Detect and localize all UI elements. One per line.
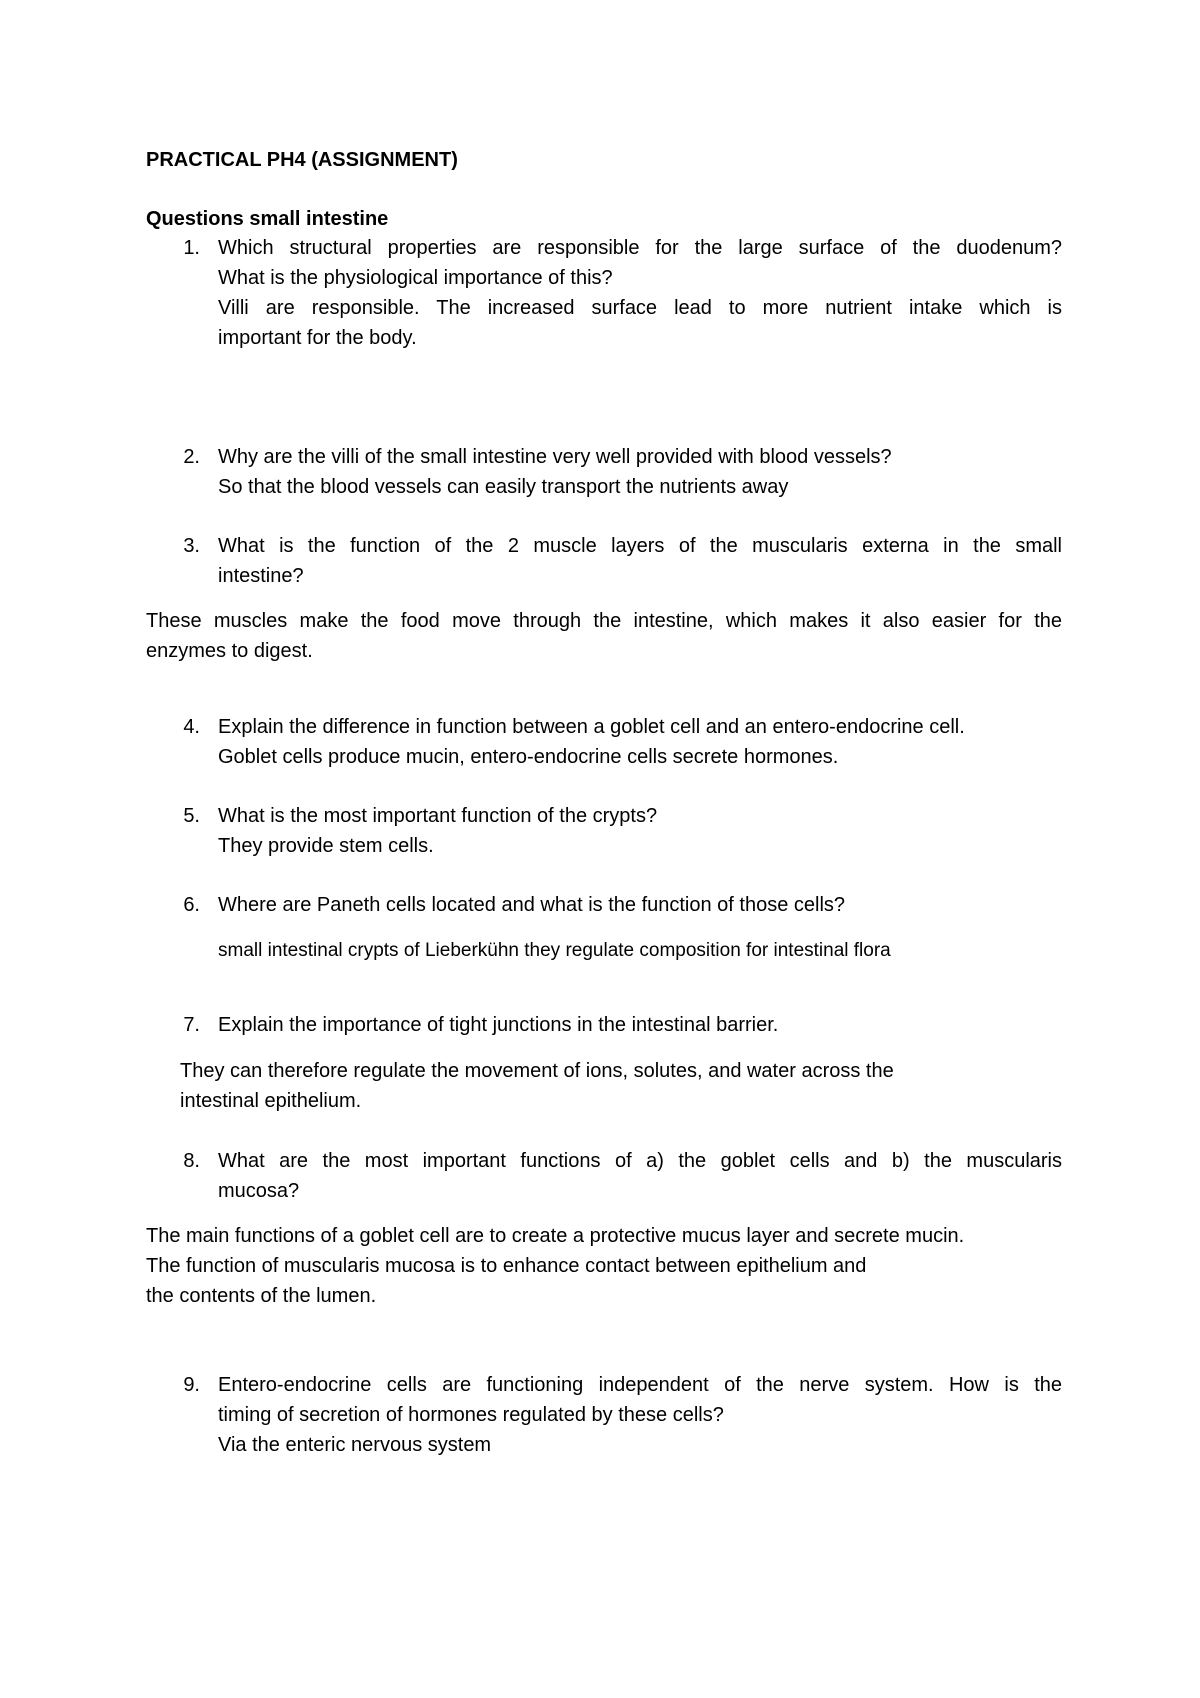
- question-text: Why are the villi of the small intestine very well provided with blood vessels?: [218, 446, 892, 468]
- question-text: Entero-endocrine cells are functioning independent of the nerve system. How is the: [218, 1374, 1062, 1396]
- question-text: What is the most important function of the crypts?: [218, 805, 658, 827]
- question-text: What is the function of the 2 muscle layers of the muscularis externa in the small: [218, 535, 1062, 557]
- question-text: intestine?: [218, 565, 304, 587]
- section-heading: Questions small intestine: [146, 208, 389, 230]
- list-item-number: 6.: [183, 894, 200, 916]
- answer-text: The main functions of a goblet cell are to create a protective mucus layer and secrete mucin.: [146, 1225, 965, 1247]
- question-text: Explain the difference in function between a goblet cell and an entero-endocrine cell.: [218, 716, 965, 738]
- answer-text: important for the body.: [218, 327, 417, 349]
- question-text: timing of secretion of hormones regulated by these cells?: [218, 1404, 724, 1426]
- question-text: What is the physiological importance of this?: [218, 267, 613, 289]
- list-item-number: 8.: [183, 1150, 200, 1172]
- answer-text: The function of muscularis mucosa is to enhance contact between epithelium and: [146, 1255, 867, 1277]
- answer-text: enzymes to digest.: [146, 640, 313, 662]
- answer-text: Villi are responsible. The increased surface lead to more nutrient intake which is: [218, 297, 1062, 319]
- answer-text: Goblet cells produce mucin, entero-endocrine cells secrete hormones.: [218, 746, 839, 768]
- list-item-number: 1.: [183, 237, 200, 259]
- answer-text: Via the enteric nervous system: [218, 1434, 492, 1456]
- question-text: Which structural properties are responsible for the large surface of the duodenum?: [218, 237, 1062, 259]
- question-text: Explain the importance of tight junctions in the intestinal barrier.: [218, 1014, 779, 1036]
- answer-text: intestinal epithelium.: [180, 1090, 362, 1112]
- answer-text: They provide stem cells.: [218, 835, 434, 857]
- question-text: What are the most important functions of a) the goblet cells and b) the muscularis: [218, 1150, 1062, 1172]
- list-item-number: 4.: [183, 716, 200, 738]
- list-item-number: 7.: [183, 1014, 200, 1036]
- answer-text: So that the blood vessels can easily transport the nutrients away: [218, 476, 789, 498]
- list-item-number: 9.: [183, 1374, 200, 1396]
- answer-text: These muscles make the food move through the intestine, which makes it also easier for the: [146, 610, 1062, 632]
- list-item-number: 3.: [183, 535, 200, 557]
- question-text: mucosa?: [218, 1180, 300, 1202]
- answer-text: They can therefore regulate the movement of ions, solutes, and water across the: [180, 1060, 894, 1082]
- list-item-number: 5.: [183, 805, 200, 827]
- list-item-number: 2.: [183, 446, 200, 468]
- page-title: PRACTICAL PH4 (ASSIGNMENT): [146, 149, 458, 171]
- question-text: Where are Paneth cells located and what is the function of those cells?: [218, 894, 846, 916]
- answer-text: small intestinal crypts of Lieberkühn they regulate composition for intestinal flora: [218, 940, 891, 961]
- answer-text: the contents of the lumen.: [146, 1285, 377, 1307]
